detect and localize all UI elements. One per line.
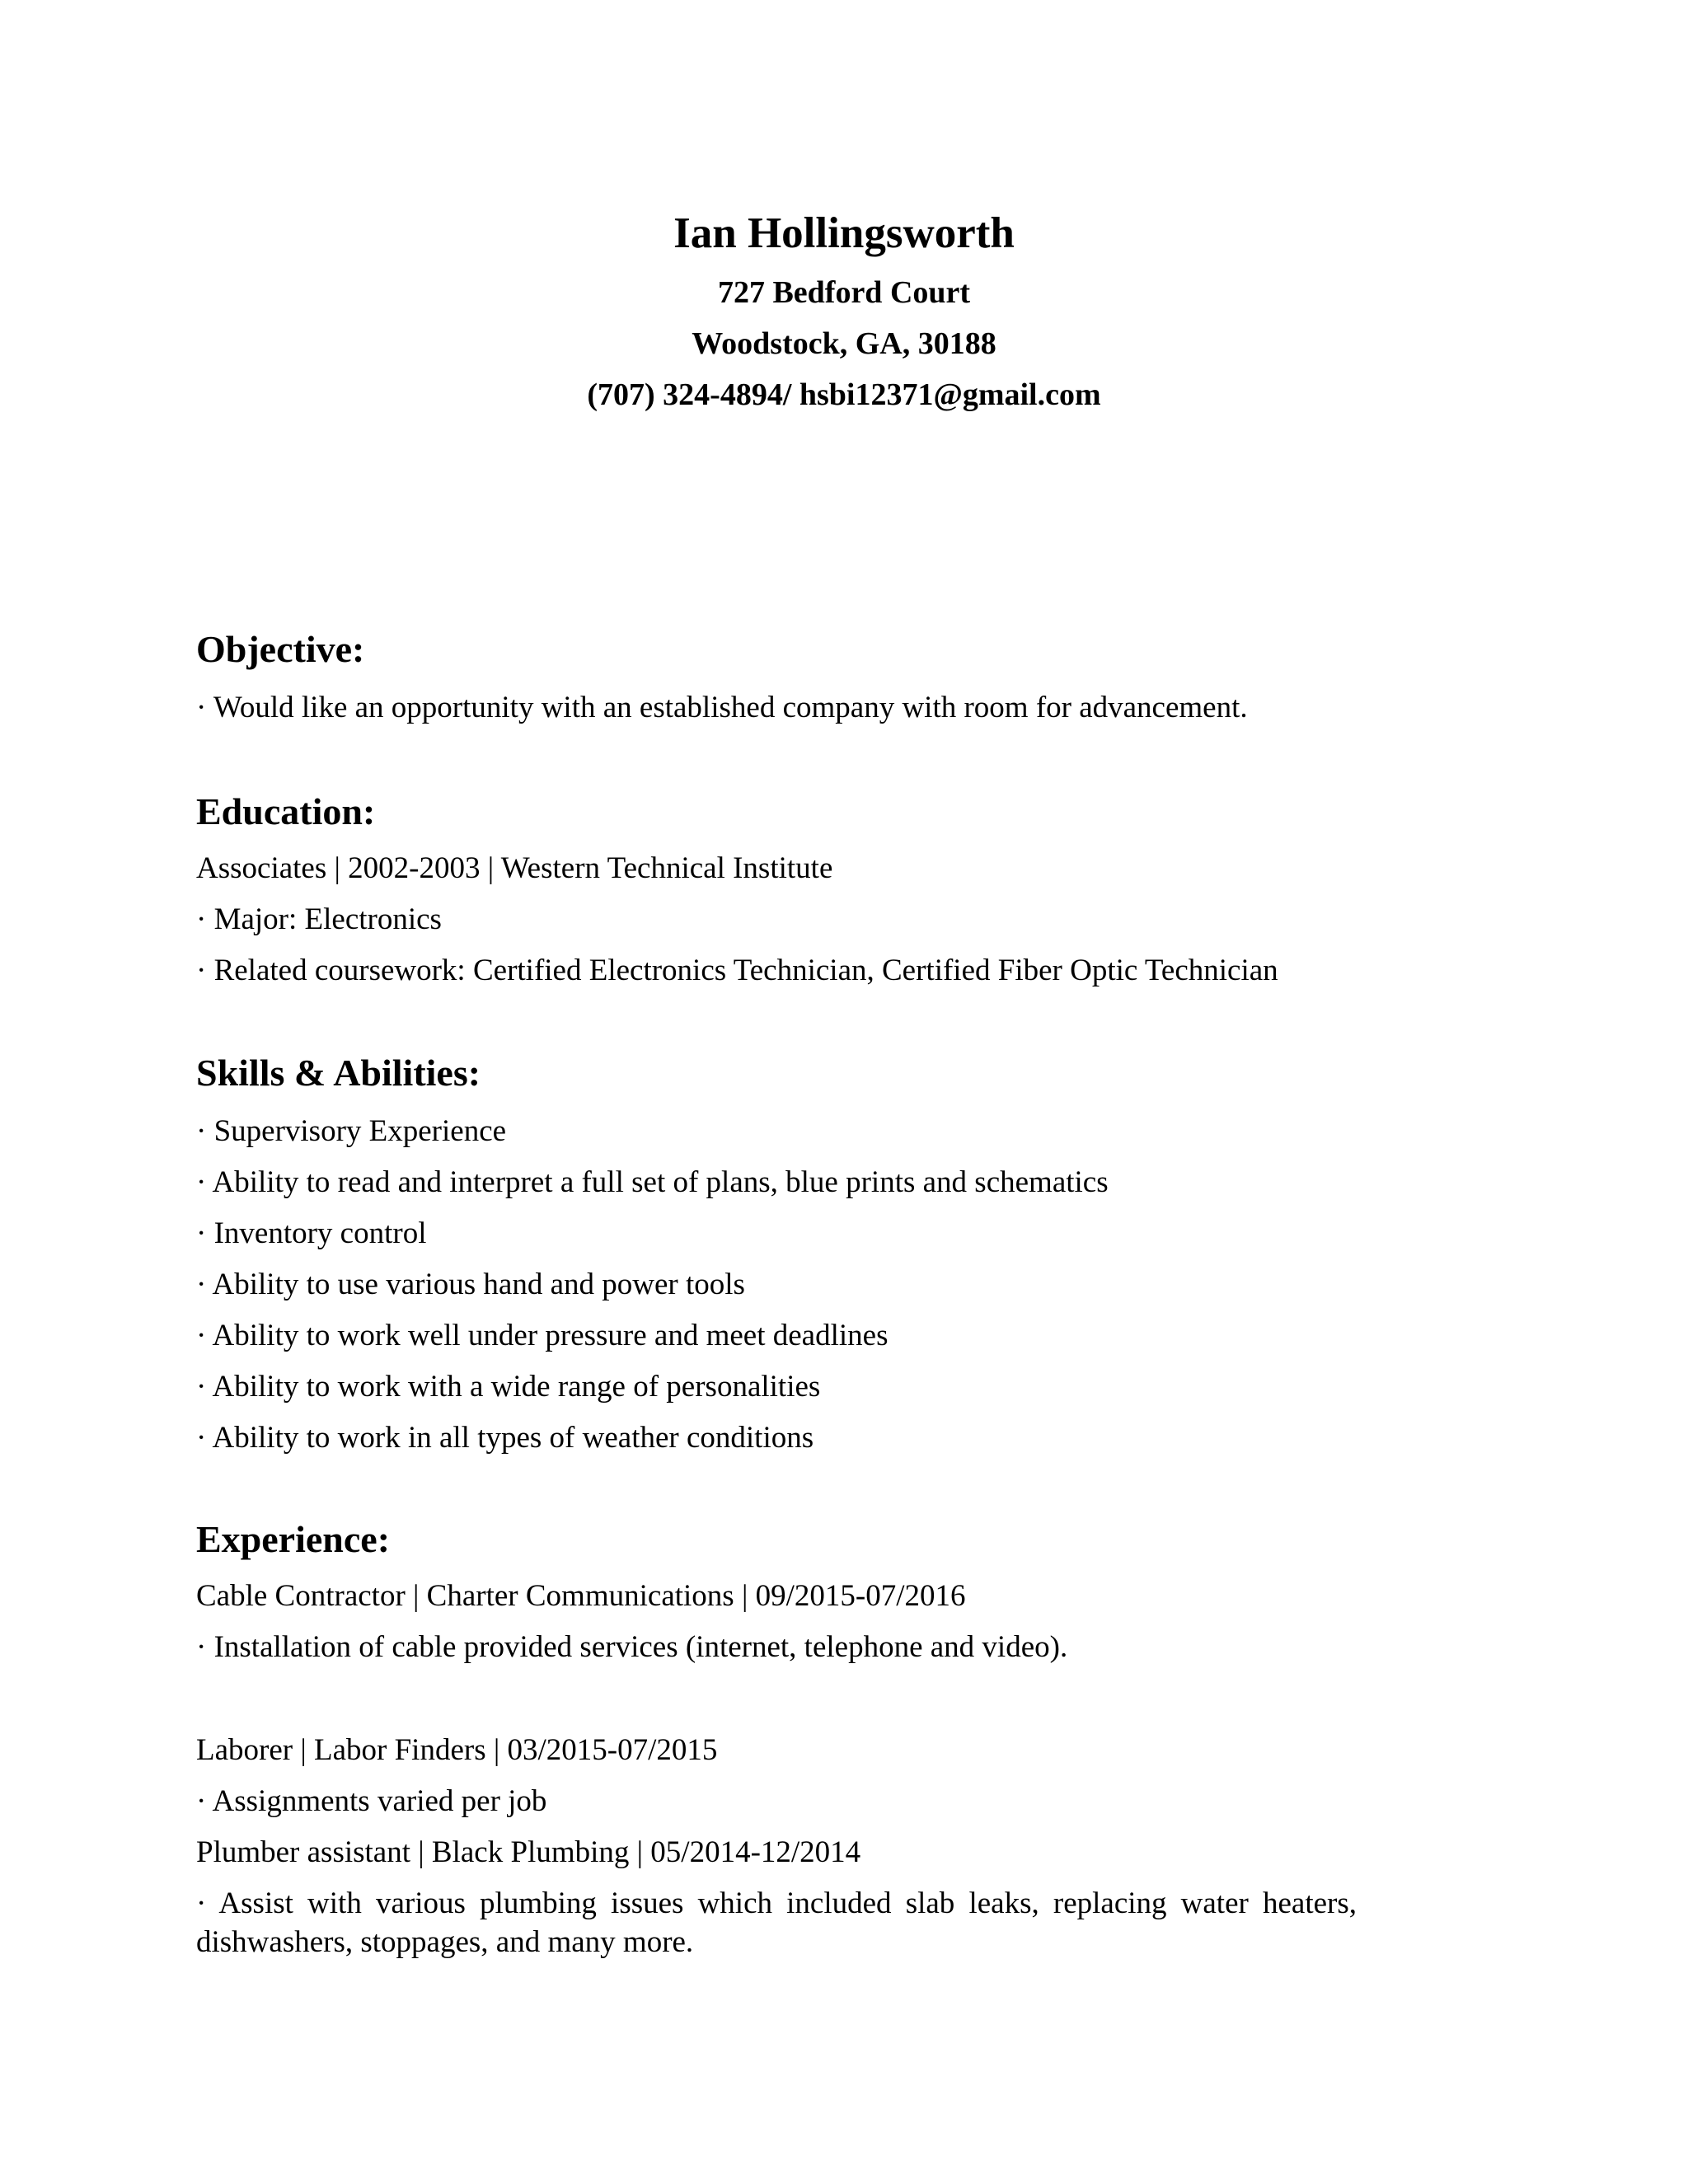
job-item: · Assignments varied per job [196, 1784, 547, 1818]
objective-item: · Would like an opportunity with an established company with room for advancement. [196, 691, 1248, 724]
skill-item: · Supervisory Experience [196, 1114, 507, 1148]
job-item: · Assist with various plumbing issues which included slab leaks, replacing water heaters, dishwashers, stoppages, and many more. [196, 1886, 1357, 1959]
objective-title: Objective: [196, 628, 365, 670]
job-heading: Plumber assistant | Black Plumbing | 05/2014-12/2014 [196, 1835, 861, 1869]
job-item: · Installation of cable provided services (internet, telephone and video). [196, 1630, 1068, 1664]
contact-info: (707) 324-4894/ hsbi12371@gmail.com [587, 377, 1101, 412]
skill-item: · Ability to use various hand and power tools [196, 1268, 745, 1301]
skill-item: · Ability to work well under pressure and meet deadlines [196, 1319, 889, 1352]
skill-item: · Inventory control [196, 1216, 427, 1250]
job-heading: Cable Contractor | Charter Communications | 09/2015-07/2016 [196, 1579, 966, 1613]
experience-title: Experience: [196, 1518, 391, 1560]
education-title: Education: [196, 790, 376, 832]
skill-item: · Ability to read and interpret a full set of plans, blue prints and schematics [196, 1165, 1109, 1199]
education-heading: Associates | 2002-2003 | Western Technical Institute [196, 851, 833, 885]
skill-item: · Ability to work with a wide range of personalities [196, 1370, 821, 1404]
resume-name: Ian Hollingsworth [673, 209, 1015, 257]
skills-title: Skills & Abilities: [196, 1052, 481, 1094]
job-heading: Laborer | Labor Finders | 03/2015-07/2015 [196, 1733, 718, 1767]
address-line-1: 727 Bedford Court [717, 275, 971, 310]
skill-item: · Ability to work in all types of weather conditions [196, 1421, 814, 1455]
address-line-2: Woodstock, GA, 30188 [692, 326, 996, 361]
education-item: · Related coursework: Certified Electronics Technician, Certified Fiber Optic Technician [196, 954, 1278, 987]
education-item: · Major: Electronics [196, 902, 442, 936]
